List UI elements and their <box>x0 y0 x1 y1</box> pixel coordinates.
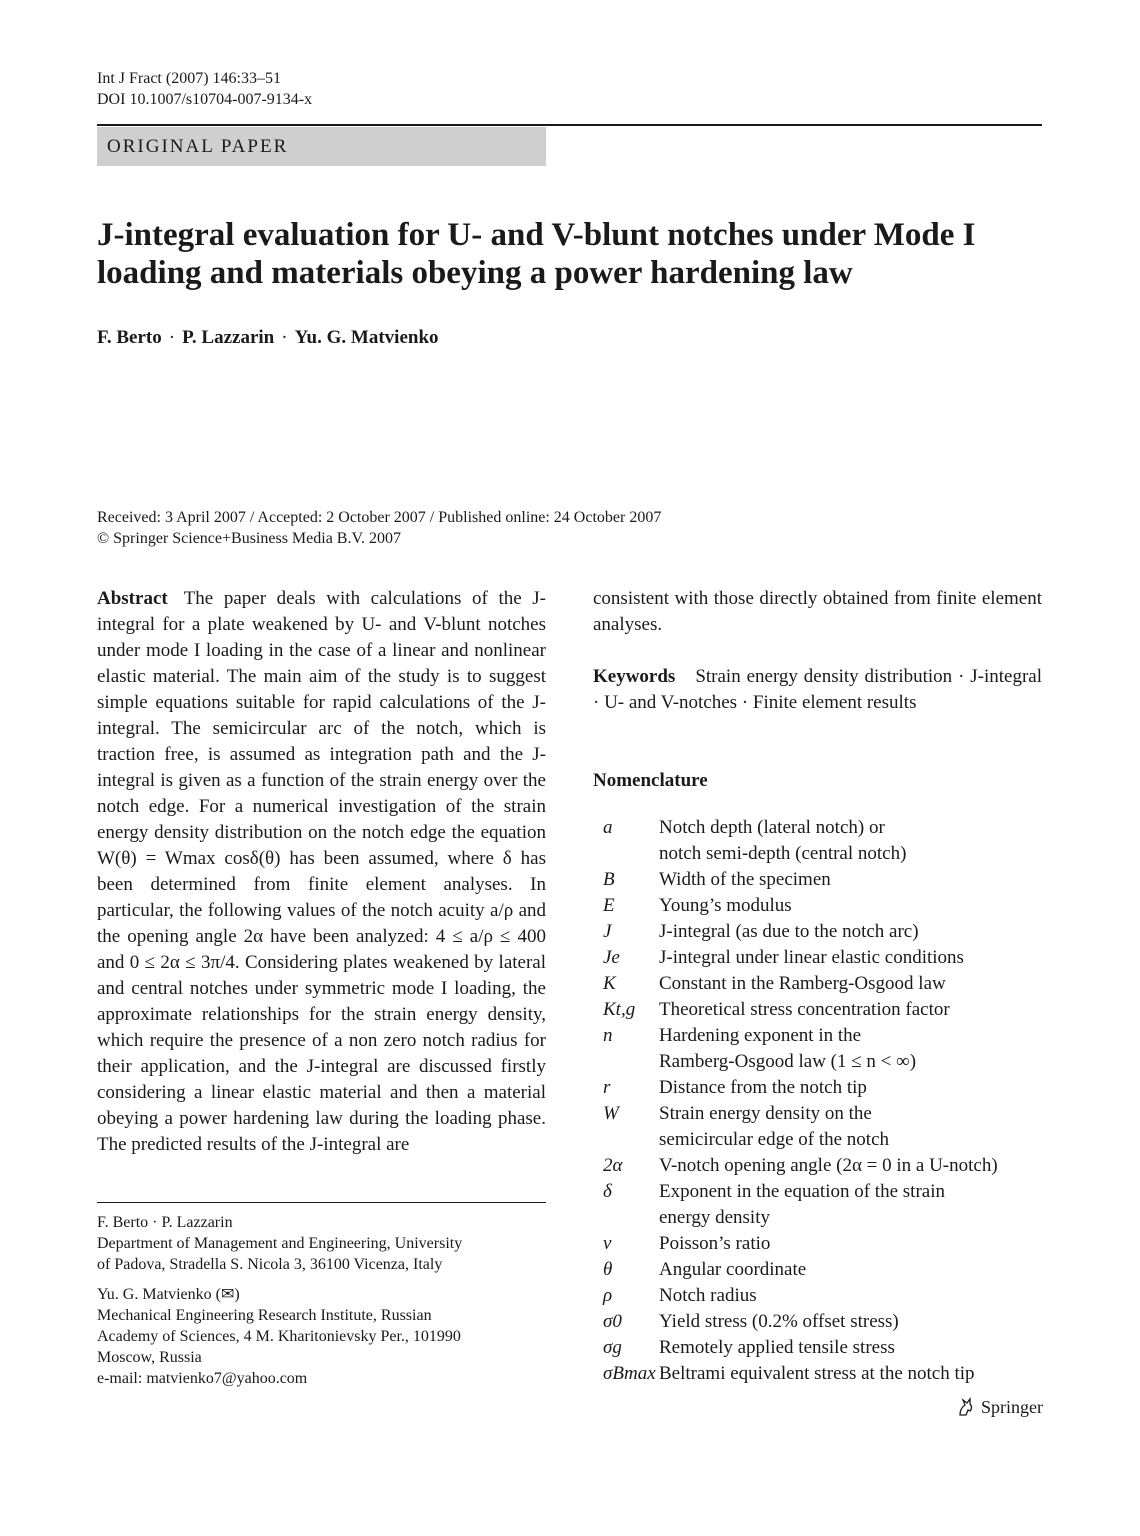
nomenclature-symbol: δ <box>603 1181 612 1202</box>
nomenclature-row <box>593 1309 1053 1335</box>
nomenclature-symbol: Kt,g <box>603 999 636 1020</box>
nomenclature-description: energy density <box>659 1207 770 1228</box>
nomenclature-description: Notch radius <box>659 1285 757 1306</box>
nomenclature-row <box>593 945 1053 971</box>
author: F. Berto <box>97 327 162 348</box>
nomenclature-description: semicircular edge of the notch <box>659 1129 890 1150</box>
nomenclature-row <box>593 841 1053 867</box>
nomenclature-symbol: ρ <box>603 1285 613 1306</box>
nomenclature-symbol: σ0 <box>603 1311 622 1332</box>
keywords-label: Keywords <box>593 666 676 687</box>
affil-inst-2: Academy of Sciences, 4 M. Kharitonievsky Per., 101990 <box>97 1328 461 1345</box>
nomenclature-description: V-notch opening angle (2α = 0 in a U-notch) <box>659 1155 998 1176</box>
nomenclature-symbol: B <box>603 869 615 890</box>
nomenclature-description: Strain energy density on the <box>659 1103 872 1124</box>
keywords-text: Strain energy density distribution · J-integral · U- and V-notches · Finite element results <box>593 666 1042 713</box>
affil-inst-1: Mechanical Engineering Research Institute, Russian <box>97 1307 432 1324</box>
author-separator: · <box>168 327 176 348</box>
abstract-text: The paper deals with calculations of the J-integral for a plate weakened by U- and V-blunt notches under mode I loading in the case of a linear and nonlinear elastic material. The main aim of the study is to suggest simple equations suitable for rapid calculations of the J-integral. The semicircular arc of the notch, which is traction free, is assumed as integration path and the J-integral is given as a function of the strain energy over the notch edge. For a numerical investigation of the strain energy density distribution on the notch edge the equation W(θ) = Wmax cosδ(θ) has been assumed, where δ has been determined from finite element analyses. In particular, the following values of the notch acuity a/ρ and the opening angle 2α have been analyzed: 4 ≤ a/ρ ≤ 400 and 0 ≤ 2α ≤ 3π/4. Considering plates weakened by lateral and central notches under symmetric mode I loading, the approximate relationships for the strain energy density, which require the presence of a non zero notch radius for their application, and the J-integral are discussed firstly considering a linear elastic material and then a material obeying a power hardening law during the loading phase. The predicted results of the J-integral are <box>97 588 546 1155</box>
nomenclature-symbol: K <box>603 973 616 994</box>
affil-dept: Department of Management and Engineering, University <box>97 1235 463 1252</box>
nomenclature-description: J-integral (as due to the notch arc) <box>659 921 919 942</box>
nomenclature-symbol: a <box>603 817 613 838</box>
doi: DOI 10.1007/s10704-007-9134-x <box>97 91 313 108</box>
nomenclature-list <box>593 815 1053 1387</box>
nomenclature-row <box>593 815 1053 841</box>
affil-city: Moscow, Russia <box>97 1349 202 1366</box>
nomenclature-description: Young’s modulus <box>659 895 792 916</box>
nomenclature-row <box>593 1283 1053 1309</box>
nomenclature-description: Poisson’s ratio <box>659 1233 771 1254</box>
nomenclature-description: Width of the specimen <box>659 869 831 890</box>
author-separator: · <box>281 327 288 348</box>
nomenclature-row <box>593 1257 1053 1283</box>
nomenclature-symbol <box>593 841 659 867</box>
nomenclature-description: Constant in the Ramberg-Osgood law <box>659 973 946 994</box>
affil-names-1: F. Berto · P. Lazzarin <box>97 1214 233 1231</box>
nomenclature-row <box>593 1361 1053 1387</box>
nomenclature-description: Notch depth (lateral notch) or <box>659 817 885 838</box>
nomenclature-description: Yield stress (0.2% offset stress) <box>659 1311 899 1332</box>
nomenclature-description: notch semi-depth (central notch) <box>659 843 907 864</box>
publication-dates <box>97 507 661 549</box>
abstract <box>97 586 546 1158</box>
author: P. Lazzarin <box>182 327 275 348</box>
nomenclature-row <box>593 1101 1053 1127</box>
abstract-continuation: consistent with those directly obtained from finite element analyses. <box>593 588 1042 635</box>
right-column <box>593 586 1042 716</box>
affil-email[interactable]: e-mail: matvienko7@yahoo.com <box>97 1370 308 1387</box>
springer-horse-icon <box>955 1396 977 1418</box>
affiliations <box>97 1212 546 1389</box>
nomenclature-symbol: E <box>603 895 615 916</box>
nomenclature-row <box>593 1075 1053 1101</box>
nomenclature-heading: Nomenclature <box>593 770 708 791</box>
nomenclature-description: Distance from the notch tip <box>659 1077 867 1098</box>
nomenclature-symbol: J <box>603 921 612 942</box>
nomenclature-description: Angular coordinate <box>659 1259 807 1280</box>
keywords <box>593 664 1042 716</box>
nomenclature-row <box>593 1231 1053 1257</box>
nomenclature-row <box>593 1049 1053 1075</box>
nomenclature-row <box>593 997 1053 1023</box>
nomenclature-row <box>593 971 1053 997</box>
nomenclature-row <box>593 919 1053 945</box>
footnote-rule <box>97 1202 546 1203</box>
section-label: ORIGINAL PAPER <box>97 127 546 166</box>
nomenclature-symbol: σBmax <box>603 1363 656 1384</box>
nomenclature-row <box>593 1335 1053 1361</box>
author-list <box>97 327 439 349</box>
nomenclature-row <box>593 1179 1053 1205</box>
nomenclature-symbol: r <box>603 1077 611 1098</box>
header-rule <box>97 124 1042 126</box>
nomenclature-description: Theoretical stress concentration factor <box>659 999 950 1020</box>
nomenclature-description: Exponent in the equation of the strain <box>659 1181 945 1202</box>
history-line: Received: 3 April 2007 / Accepted: 2 October 2007 / Published online: 24 October 2007 <box>97 509 662 526</box>
nomenclature-symbol: θ <box>603 1259 613 1280</box>
affil-names-2: Yu. G. Matvienko (✉) <box>97 1286 240 1303</box>
nomenclature-symbol: 2α <box>603 1155 623 1176</box>
nomenclature-description: Hardening exponent in the <box>659 1025 862 1046</box>
nomenclature-description: Remotely applied tensile stress <box>659 1337 895 1358</box>
abstract-label: Abstract <box>97 588 168 609</box>
nomenclature-symbol: Je <box>603 947 620 968</box>
affil-address: of Padova, Stradella S. Nicola 3, 36100 Vicenza, Italy <box>97 1256 443 1273</box>
nomenclature-description: Ramberg-Osgood law (1 ≤ n < ∞) <box>659 1051 917 1072</box>
publisher-name: Springer <box>981 1396 1043 1417</box>
copyright-line: © Springer Science+Business Media B.V. 2007 <box>97 530 401 547</box>
journal-citation: Int J Fract (2007) 146:33–51 <box>97 70 281 87</box>
author: Yu. G. Matvienko <box>294 327 439 348</box>
nomenclature-row <box>593 893 1053 919</box>
nomenclature-row <box>593 1023 1053 1049</box>
nomenclature-symbol: ν <box>603 1233 612 1254</box>
nomenclature-row <box>593 867 1053 893</box>
nomenclature-description: Beltrami equivalent stress at the notch tip <box>659 1363 975 1384</box>
nomenclature-symbol: W <box>603 1103 619 1124</box>
nomenclature-symbol <box>593 1127 659 1153</box>
nomenclature-symbol <box>593 1049 659 1075</box>
paper-title: J-integral evaluation for U- and V-blunt notches under Mode I loading and materials obeying a power hardening law <box>97 217 976 291</box>
nomenclature-row <box>593 1205 1053 1231</box>
nomenclature-symbol: σg <box>603 1337 622 1358</box>
nomenclature-row <box>593 1127 1053 1153</box>
nomenclature-row <box>593 1153 1053 1179</box>
nomenclature-symbol <box>593 1205 659 1231</box>
nomenclature-symbol: n <box>603 1025 613 1046</box>
publisher-logo <box>955 1396 1043 1418</box>
nomenclature-description: J-integral under linear elastic conditions <box>659 947 964 968</box>
journal-header <box>97 68 312 110</box>
